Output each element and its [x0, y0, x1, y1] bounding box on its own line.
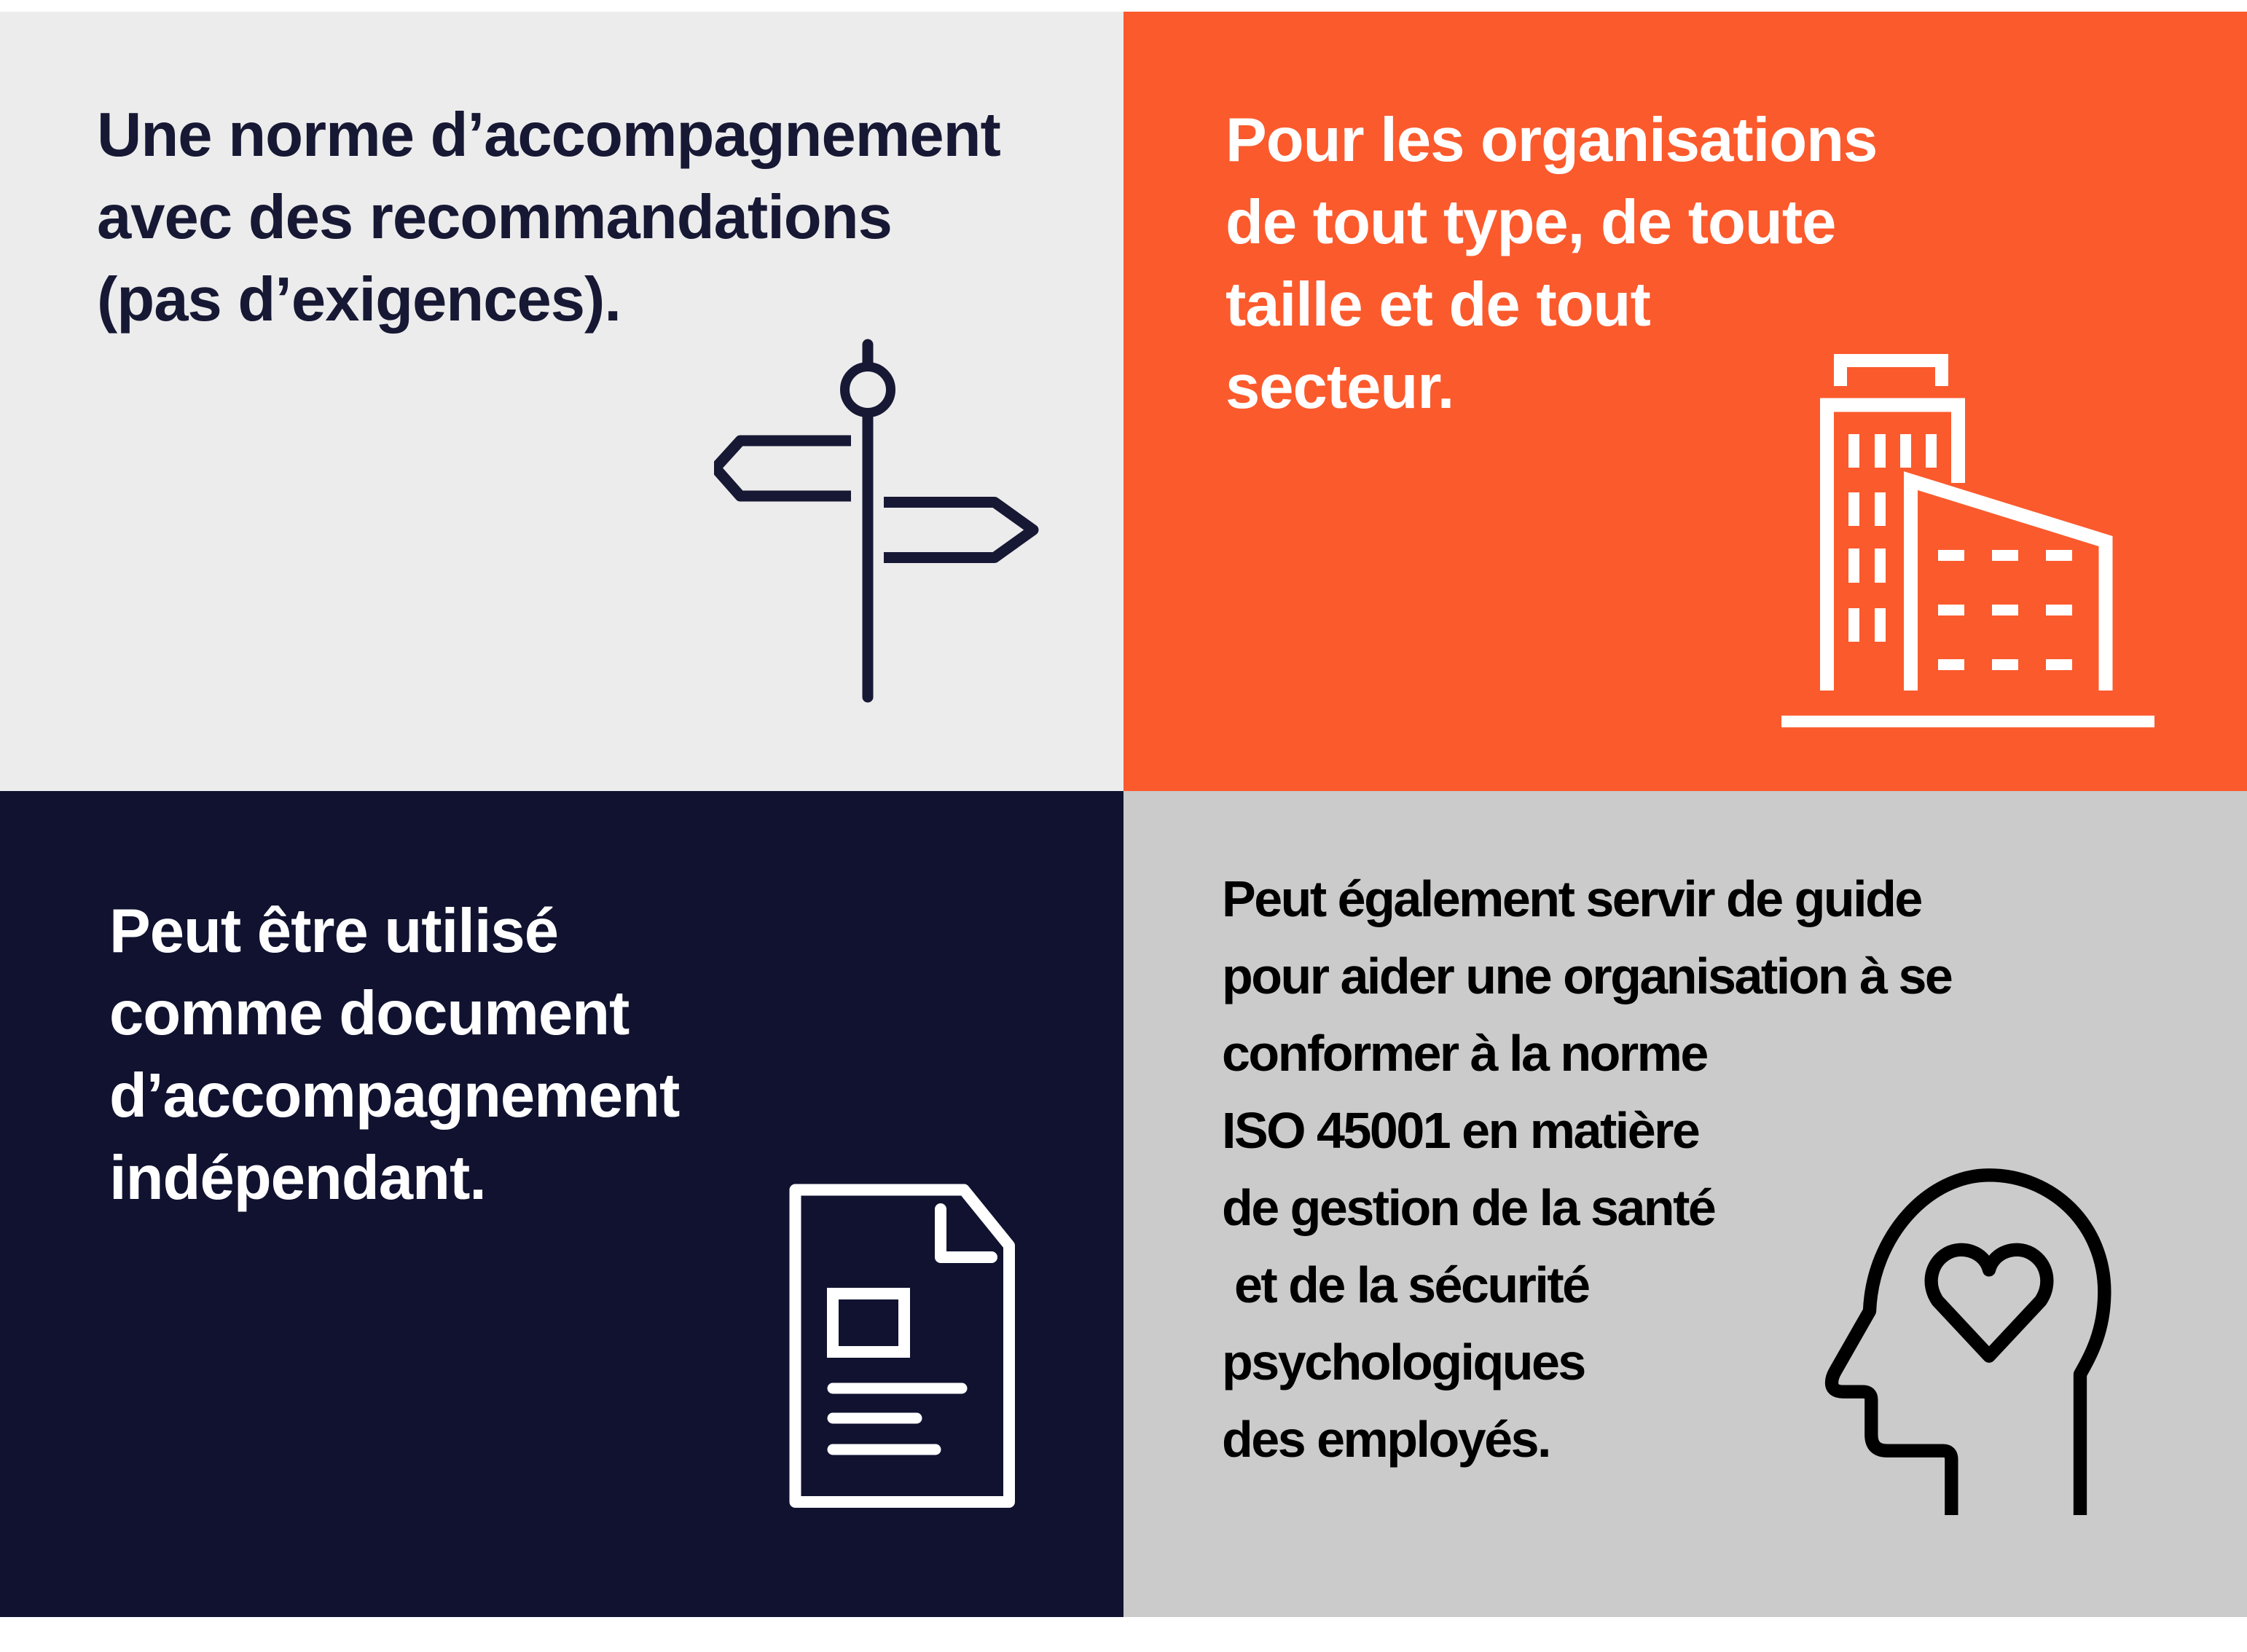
text-line: taille et de tout [1226, 270, 1650, 339]
text-line: Pour les organisations [1226, 106, 1878, 175]
text-line: pour aider une organisation à se [1222, 948, 1952, 1004]
top-left-text [97, 94, 1000, 341]
text-line: et de la sécurité [1222, 1256, 1589, 1313]
text-line: indépendant. [109, 1144, 486, 1213]
top-right-text [1226, 99, 1877, 428]
text-line: des employés. [1222, 1411, 1550, 1468]
text-line: avec des recommandations [97, 183, 892, 252]
signpost-icon [714, 335, 1064, 758]
text-line: de gestion de la santé [1222, 1179, 1715, 1236]
text-line: d’accompagnement [109, 1061, 680, 1130]
text-line: Peut être utilisé [109, 897, 558, 966]
text-line: psychologiques [1222, 1334, 1585, 1391]
text-line: de tout type, de toute [1226, 188, 1836, 257]
bottom-left-text [109, 890, 679, 1219]
text-line: secteur. [1226, 353, 1454, 422]
bottom-margin-strip [0, 1617, 2247, 1652]
top-margin-strip [0, 0, 2247, 12]
text-line: conformer à la norme [1222, 1025, 1707, 1082]
bottom-right-text [1222, 860, 1951, 1478]
text-line: Une norme d’accompagnement [97, 101, 1000, 170]
document-icon [787, 1165, 1064, 1530]
text-line: (pas d’exigences). [97, 265, 621, 334]
text-line: ISO 45001 en matière [1222, 1102, 1699, 1159]
text-line: Peut également servir de guide [1222, 870, 1921, 927]
text-line: comme document [109, 979, 630, 1048]
